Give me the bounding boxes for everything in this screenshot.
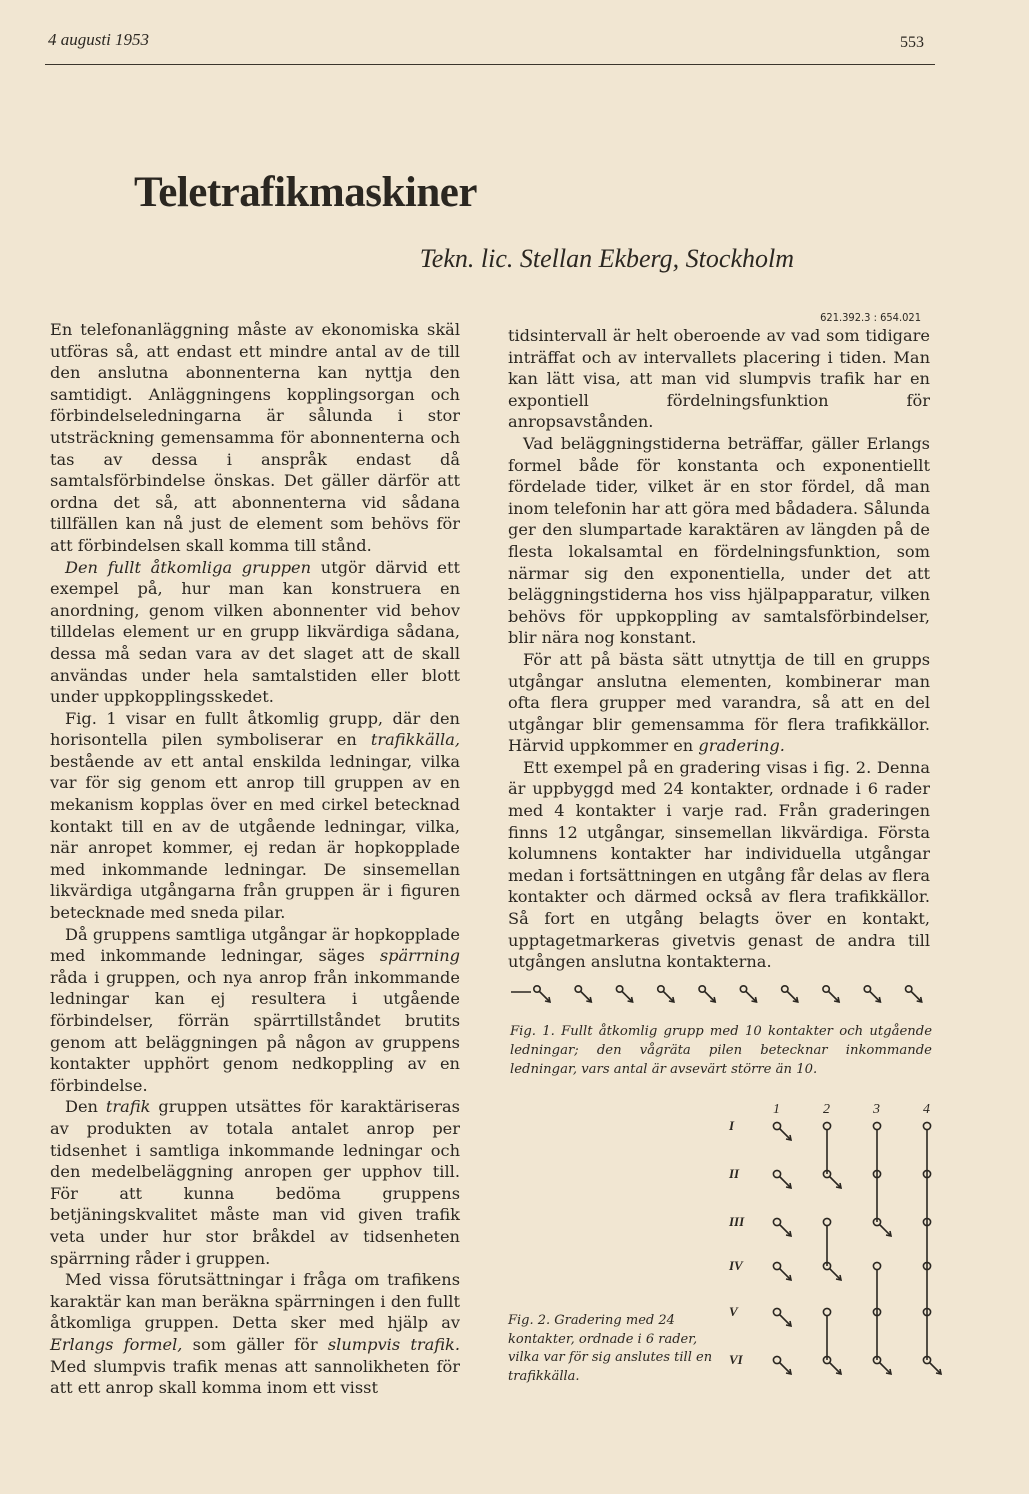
row-label: I (729, 1118, 735, 1133)
outgoing-arrow (780, 1315, 792, 1327)
row-label: III (729, 1214, 745, 1229)
outgoing-arrow (830, 1177, 842, 1189)
running-header-date: 4 augusti 1953 (48, 30, 150, 49)
outgoing-arrow (663, 991, 674, 1002)
outgoing-arrow (780, 1363, 792, 1375)
emphasis: slumpvis trafik. (327, 1334, 460, 1354)
outgoing-arrow (780, 1225, 792, 1237)
emphasis: gradering. (698, 736, 785, 756)
paragraph: Den fullt åtkomliga gruppen utgör därvid ett exempel på, hur man kan konstruera en anordning, genom vilken abonnenter vid behov tilldelas element ur en grupp likvärdiga sådana, dessa må sedan vara av det slaget att de skall användas under hela samtalstiden eller blott under uppkopplingsskedet. (50, 557, 460, 707)
outgoing-arrow (830, 1269, 842, 1281)
outgoing-arrow (911, 991, 922, 1002)
row-label: IV (729, 1258, 743, 1273)
paragraph: tidsintervall är helt oberoende av vad som tidigare inträffat och av intervallets placering i tiden. Man kan lätt visa, att man vid slumpvis trafik har en expontiell fördelningsfunktion för anropsavstånden. (508, 326, 930, 432)
outgoing-arrow (787, 991, 798, 1002)
contact-circle (873, 1122, 880, 1129)
figure-2-caption: Fig. 2. Gradering med 24 kontakter, ordnade i 6 rader, vilka var för sig anslutes till en trafikkälla. (508, 1313, 713, 1384)
figure-1-diagram (505, 980, 935, 1020)
outgoing-arrow (622, 991, 633, 1002)
emphasis: Den fullt åtkomliga gruppen (65, 557, 312, 577)
emphasis: trafik (105, 1097, 151, 1117)
emphasis: spärrning (379, 946, 460, 966)
row-label: VI (729, 1352, 743, 1367)
contact-circle (923, 1122, 930, 1129)
outgoing-arrow (780, 1129, 792, 1141)
outgoing-arrow (828, 991, 839, 1002)
paragraph: Ett exempel på en gradering visas i fig. 2. Denna är uppbyggd med 24 kontakter, ordnade i 6 rader med 4 kontakter i varje rad. Från graderingen finns 12 utgångar, sinsemellan likvärdiga. Första kolumnens kontakter har individuella utgångar medan i fortsättningen en utgång får delas av flera kontakter och därmed också av flera trafikkällor. Så fort en utgång belagts över en kontakt, upptagetmarkeras givetvis genast de andra till utgången anslutna kontakterna. (508, 757, 930, 972)
paragraph: Fig. 1 visar en fullt åtkomlig grupp, där den horisontella pilen symboliserar en trafikkälla, bestående av ett antal enskilda ledningar, vilka var för sig genom ett anrop till gruppen av en mekanism kopplas över en med cirkel betecknad kontakt till en av de utgående ledningar, vilka, när anropet kommer, ej redan är hopkopplade med inkommande ledningar. De sinsemellan likvärdiga utgångarna från gruppen är i figuren betecknade med sneda pilar. (50, 708, 460, 923)
paragraph: Med vissa förutsättningar i fråga om trafikens karaktär kan man beräkna spärrningen i den fullt åtkomliga gruppen. Detta sker med hjälp av Erlangs formel, som gäller för slumpvis trafik. Med slumpvis trafik menas att sannolikheten för att ett anrop skall komma inom ett visst (50, 1270, 460, 1398)
emphasis: trafikkälla, (370, 730, 460, 750)
outgoing-arrow (746, 991, 757, 1002)
contact-circle (873, 1262, 880, 1269)
outgoing-arrow (869, 991, 880, 1002)
outgoing-arrow (880, 1363, 892, 1375)
paragraph: Den trafik gruppen utsättes för karaktäriseras av produkten av totala antalet anrop per tidsenhet i samtliga inkommande ledningar och den medelbeläggning anropen ger upphov till. För att kunna bedöma gruppens betjäningskvalitet måste man vid given trafik veta under hur stor bråkdel av tidsenheten spärrning råder i gruppen. (50, 1097, 460, 1268)
contact-circle (823, 1122, 830, 1129)
right-column (508, 325, 930, 973)
page-number: 553 (900, 34, 924, 51)
column-label: 3 (873, 1102, 880, 1117)
outgoing-arrow (704, 991, 715, 1002)
outgoing-arrow (880, 1225, 892, 1237)
article-title: Teletrafikmaskiner (134, 169, 477, 216)
outgoing-arrow (830, 1363, 842, 1375)
paragraph: En telefonanläggning måste av ekonomiska skäl utföras så, att endast ett mindre antal av de till den anslutna abonnenterna kan nyttja den samtidigt. Anläggningens kopplingsorgan och förbindelseledningarna är sålunda i stor utsträckning gemensamma för abonnenterna och tas av dessa i anspråk endast då samtalsförbindelse önskas. Det gäller därför att ordna det så, att abonnenterna vid sådana tillfällen kan nå just de element som behövs för att förbindelsen skall komma till stånd. (50, 320, 460, 555)
left-column (50, 319, 460, 1399)
figure-1-caption: Fig. 1. Fullt åtkomlig grupp med 10 kontakter och utgående ledningar; den vågräta pilen betecknar inkommande ledningar, vars antal är avsevärt större än 10. (510, 1024, 932, 1077)
row-label: II (729, 1166, 740, 1181)
outgoing-arrow (539, 991, 550, 1002)
paragraph: Vad beläggningstiderna beträffar, gäller Erlangs formel både för konstanta och exponentiellt fördelade tider, vilket är en stor fördel, då man inom telefonin har att göra med bådadera. Sålunda ger den slumpartade karaktären av längden på de flesta lokalsamtal en fördelningsfunktion, som närmar sig den exponentiella, under det att beläggningstiderna hos viss hjälpapparatur, vilken behövs för uppkoppling av samtalsförbindelser, blir nära nog konstant. (508, 433, 930, 648)
column-label: 1 (773, 1102, 780, 1117)
outgoing-arrow (780, 1177, 792, 1189)
outgoing-arrow (780, 1269, 792, 1281)
outgoing-arrow (580, 991, 591, 1002)
outgoing-arrow (930, 1363, 942, 1375)
row-label: V (729, 1304, 738, 1319)
paragraph: Då gruppens samtliga utgångar är hopkopplade med inkommande ledningar, säges spärrning råda i gruppen, och nya anrop från inkommande ledningar kan ej resultera i utgående förbindelser, förrän spärrtillståndet brutits genom att beläggningen på någon av gruppens kontakter upphört genom nedkoppling av en förbindelse. (50, 924, 460, 1095)
figure-2-diagram (727, 1098, 952, 1398)
contact-circle (823, 1218, 830, 1225)
header-rule (45, 64, 935, 65)
udc-classification: 621.392.3 : 654.021 (820, 311, 921, 324)
emphasis: Erlangs formel, (50, 1334, 183, 1354)
contact-circle (823, 1308, 830, 1315)
article-author: Tekn. lic. Stellan Ekberg, Stockholm (419, 244, 794, 273)
column-label: 4 (923, 1102, 930, 1117)
column-label: 2 (823, 1102, 830, 1117)
paragraph: För att på bästa sätt utnyttja de till en grupps utgångar anslutna elementen, kombinerar man ofta flera grupper med varandra, så att en del utgångar blir gemensamma för flera trafikkällor. Härvid uppkommer en gradering. (508, 649, 930, 756)
